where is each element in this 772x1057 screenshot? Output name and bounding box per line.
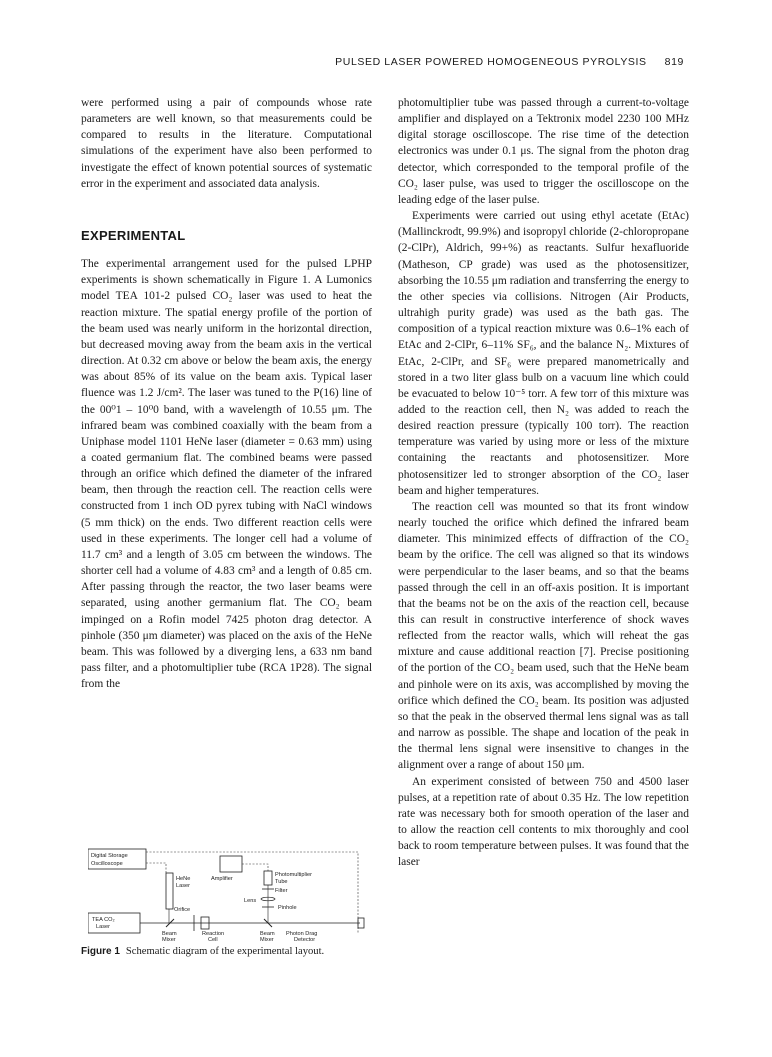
section-heading: EXPERIMENTAL (81, 227, 186, 243)
beam-mixer-1-label-2: Mixer (162, 937, 176, 941)
pmt-label-2: Tube (275, 879, 288, 885)
trigger-line (146, 852, 358, 933)
cell-label-2: Cell (208, 937, 218, 941)
hene-laser-box (166, 873, 173, 909)
tea-label-1: TEA CO₂ (92, 917, 115, 923)
paragraph-1: photomultiplier tube was passed through a current-to-voltage amplifier and displayed on a Tektronix model 2230 100 MHz digital storage oscilloscope. The rise time of the detection electronics was under 0.1 μs. The signal from the photon drag detector, which corresponded to the temporal profile of the CO₂ laser pulse, was used to trigger the oscilloscope on the leading edge of the laser pulse. (398, 97, 689, 206)
paragraph-2: Experiments were carried out using ethyl acetate (EtAc) (Mallinckrodt, 99.9%) and isopropyl chloride (2-chloropropane (2-ClPr), Aldrich, 99+%) as reactants. Sulfur hexafluoride (Matheson, CP grade) was used as the photosensitizer, absorbing the 10.55 μm radiation and transferring the energy to the other species via collisions. Nitrogen (Air Products, ultrahigh purity grade) was used as the bath gas. The composition of a typical reaction mixture was 0.6–1% each of EtAc and 2-ClPr, 6–11% SF₆, and the balance N₂. Mixtures of EtAc, 2-ClPr, and SF₆ were prepared manometrically and stored in a two liter glass bulb on a vacuum line which could be evacuated to below 10⁻⁵ torr. A few torr of this mixture was added to the reaction cell, then N₂ was added to reach the desired reaction pressure (typically 100 torr). The reaction temperature was varied by using more or less of the mixture containing the reactants and photosensitizer. More photosensitizer led to stronger absorption of the CO₂ laser beam and higher temperatures. (398, 210, 689, 497)
pinhole-label: Pinhole (278, 905, 297, 911)
detector-label-2: Detector (294, 937, 316, 941)
oscilloscope-label-2: Oscilloscope (91, 861, 123, 867)
amplifier-label: Amplifier (211, 876, 233, 882)
lens-label: Lens (244, 898, 257, 904)
caption-text: Schematic diagram of the experimental layout. (125, 946, 325, 957)
amplifier-box (220, 856, 242, 872)
beam-mixer-2-label-2: Mixer (260, 937, 274, 941)
pmt-label-1: Photomultiplier (275, 872, 312, 878)
intro-paragraph: were performed using a pair of compounds whose rate parameters are well known, so that measurements could be compared to results in the literature. Computational simulations of the experiment have also been performed to investigate the effect of known potential sources of systematic error in the experiment and associated data analysis. (81, 97, 372, 190)
paragraph-4: An experiment consisted of between 750 and 4500 laser pulses, at a repetition rate of about 0.35 Hz. The low repetition rate was necessary both for smooth operation of the laser and to allow the reaction cell contents to mix thoroughly and cool back to room temperature between pulses. It was found that the laser (398, 775, 689, 869)
beam-mixer-2-label-1: Beam (260, 931, 275, 937)
caption-label: Figure 1 (81, 946, 120, 957)
hene-label-2: Laser (176, 883, 190, 889)
pmt-signal-line (146, 863, 166, 873)
orifice-label: Orifice (174, 907, 191, 913)
cell-label-1: Reaction (202, 931, 225, 937)
left-column (81, 95, 372, 692)
right-column (398, 95, 689, 871)
detector-label-1: Photon Drag (286, 931, 318, 937)
filter-label: Filter (275, 888, 288, 894)
pmt-box (264, 871, 272, 885)
page-number: 819 (664, 56, 684, 68)
running-title: PULSED LASER POWERED HOMOGENEOUS PYROLYSIS (335, 56, 647, 68)
beam-mixer-1-label-1: Beam (162, 931, 177, 937)
hene-label-1: HeNe (176, 876, 191, 882)
amplifier-line (242, 864, 268, 871)
figure-1-schematic (88, 843, 373, 941)
paragraph-3: The reaction cell was mounted so that its front window nearly touched the orifice which defined the infrared beam diameter. This minimized effects of diffraction of the CO₂ beam by the orifice. The cell was aligned so that its windows were perpendicular to the laser beams, and so that the beams passed through the cell in an off-axis position. It is important that the beams not be on the axis of the reaction cell, because this can result in constructive interference of shock waves reflected from the reactor walls, which will reheat the gas mixture and cause additional reaction [7]. Precise positioning of the portion of the CO₂ beam used, such that the HeNe beam and pinhole were on its axis, was accomplished by moving the orifice which defined the CO₂ beam. Its position was adjusted so that the peak in the observed thermal lens signal was as tall and narrow as possible. The shape and location of the peak in the thermal lens signal were insensitive to changes in the alignment over a range of about 150 μm. (398, 500, 689, 772)
tea-laser-box (88, 913, 140, 933)
experimental-paragraph: The experimental arrangement used for the pulsed LPHP experiments is shown schematically in Figure 1. A Lumonics model TEA 101-2 pulsed CO₂ laser was used to heat the reaction mixture. The spatial energy profile of the portion of the beam used was nearly uniform in the horizontal direction, but decreased moving away from the beam axis in the vertical direction. At 0.32 cm above or below the beam axis, the energy was about 85% of its value on the beam axis. Typical laser fluence was 1.2 J/cm². The laser was tuned to the P(16) line of the 00⁰1 – 10⁰0 band, with a wavelength of 10.55 μm. The infrared beam was combined coaxially with the beam from a Uniphase model 1101 HeNe laser (diameter = 0.63 mm) using a coated germanium flat. The combined beams were passed through an orifice which defined the diameter of the infrared beam, then through the reaction cell. The reaction cells were constructed from 1 inch OD pyrex tubing with NaCl windows (5 mm thick) on the ends. Two different reaction cells were used in these experiments. The longer cell had a volume of 11.7 cm³ and a length of 3.05 cm between the windows. The shorter cell had a volume of 4.83 cm³ and a length of 0.85 cm. After passing through the reactor, the two laser beams were separated, using another germanium flat. The CO₂ beam impinged on a Rofin model 7425 photon drag detector. A pinhole (350 μm diameter) was placed on the axis of the HeNe beam. This was followed by a diverging lens, a 633 nm band pass filter, and a photomultiplier tube (RCA 1P28). The signal from the (81, 258, 372, 691)
running-header (335, 56, 684, 68)
oscilloscope-label-1: Digital Storage (91, 853, 128, 859)
tea-label-2: Laser (96, 924, 110, 930)
figure-caption (81, 946, 381, 957)
